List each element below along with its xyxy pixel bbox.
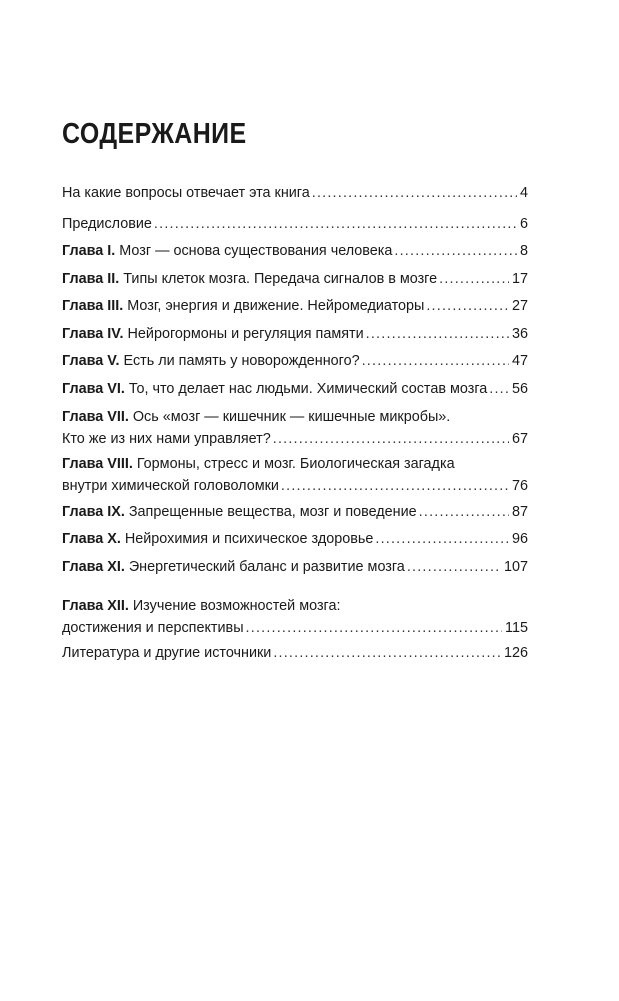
toc-label (62, 644, 271, 663)
dot-leader (273, 644, 501, 663)
page-number: 36 (511, 326, 528, 342)
page-number: 8 (519, 243, 528, 259)
toc-label (62, 380, 487, 399)
chapter-number: Глава II. (62, 271, 120, 287)
toc-label (62, 503, 417, 522)
dot-leader (312, 184, 517, 203)
toc-entry[interactable] (62, 325, 528, 344)
chapter-title: Типы клеток мозга. Передача сигналов в мозге (123, 271, 438, 287)
chapter-title: Нейрохимия и психическое здоровье (124, 531, 374, 547)
chapter-number: Глава V. (62, 353, 120, 369)
chapter-title: Ось «мозг — кишечник — кишечные микробы». (132, 409, 451, 425)
toc-line (62, 455, 528, 474)
page-number: 17 (511, 271, 528, 287)
toc-line (62, 325, 528, 344)
toc-line (62, 270, 528, 289)
page-number: 47 (511, 353, 528, 369)
chapter-number: Глава III. (62, 298, 124, 314)
toc-label (62, 215, 152, 234)
dot-leader (246, 619, 503, 638)
chapter-title: То, что делает нас людьми. Химический состав мозга (128, 381, 488, 397)
dot-leader (407, 558, 501, 577)
page-number: 107 (503, 559, 528, 575)
toc-entry[interactable] (62, 455, 528, 496)
chapter-number: Глава X. (62, 531, 121, 547)
toc-label (62, 408, 450, 427)
toc-label (62, 597, 340, 616)
toc-line (62, 242, 528, 261)
toc-line (62, 597, 528, 616)
chapter-number: Глава IX. (62, 504, 125, 520)
toc-label (62, 352, 360, 371)
chapter-title: внутри химической головоломки (62, 478, 279, 494)
toc-label (62, 530, 373, 549)
chapter-number: Глава I. (62, 243, 116, 259)
toc-line (62, 644, 528, 663)
page-number: 27 (511, 298, 528, 314)
chapter-number: Глава VII. (62, 409, 129, 425)
page-number: 76 (511, 478, 528, 494)
dot-leader (419, 503, 509, 522)
toc-entry[interactable] (62, 380, 528, 399)
toc-entry[interactable] (62, 270, 528, 289)
toc-line (62, 430, 528, 449)
chapter-title: Изучение возможностей мозга: (132, 598, 341, 614)
toc-entry[interactable] (62, 242, 528, 261)
toc-line (62, 408, 528, 427)
chapter-title: Кто же из них нами управляет? (62, 431, 271, 447)
page-number: 115 (505, 620, 528, 636)
page-title: СОДЕРЖАНИЕ (62, 118, 247, 150)
toc-line (62, 558, 528, 577)
chapter-number: Глава IV. (62, 326, 124, 342)
chapter-number: Глава VI. (62, 381, 125, 397)
chapter-title: Есть ли память у новорожденного? (123, 353, 360, 369)
page-number: 87 (511, 504, 528, 520)
toc-label (62, 270, 437, 289)
toc-line (62, 297, 528, 316)
toc-label (62, 430, 271, 449)
dot-leader (366, 325, 509, 344)
toc-entry[interactable] (62, 184, 528, 203)
chapter-title: Литература и другие источники (62, 645, 272, 661)
toc-line (62, 619, 528, 638)
chapter-title: Мозг — основа существования человека (119, 243, 393, 259)
toc-entry[interactable] (62, 597, 528, 638)
dot-leader (426, 297, 509, 316)
toc-label (62, 455, 455, 474)
toc-entry[interactable] (62, 215, 528, 234)
page-number: 67 (511, 431, 528, 447)
toc-line (62, 530, 528, 549)
toc-line (62, 477, 528, 496)
chapter-title: На какие вопросы отвечает эта книга (62, 185, 310, 201)
dot-leader (273, 430, 509, 449)
chapter-title: Предисловие (62, 216, 152, 232)
dot-leader (394, 242, 517, 261)
dot-leader (375, 530, 509, 549)
toc-entry[interactable] (62, 530, 528, 549)
chapter-number: Глава VIII. (62, 456, 133, 472)
page-number: 56 (511, 381, 528, 397)
chapter-title: достижения и перспективы (62, 620, 244, 636)
toc-line (62, 380, 528, 399)
toc-label (62, 619, 244, 638)
chapter-title: Запрещенные вещества, мозг и поведение (128, 504, 417, 520)
page-number: 126 (503, 645, 528, 661)
page-number: 4 (519, 185, 528, 201)
page-number: 96 (511, 531, 528, 547)
toc-entry[interactable] (62, 644, 528, 663)
toc-label (62, 477, 279, 496)
chapter-title: Гормоны, стресс и мозг. Биологическая загадка (136, 456, 455, 472)
chapter-number: Глава XII. (62, 598, 129, 614)
toc-label (62, 242, 392, 261)
dot-leader (281, 477, 509, 496)
toc-line (62, 215, 528, 234)
toc-label (62, 297, 424, 316)
chapter-title: Нейрогормоны и регуляция памяти (127, 326, 364, 342)
toc-entry[interactable] (62, 503, 528, 522)
toc-label (62, 325, 364, 344)
toc-line (62, 184, 528, 203)
dot-leader (362, 352, 509, 371)
dot-leader (489, 380, 509, 399)
page-number: 6 (519, 216, 528, 232)
dot-leader (439, 270, 509, 289)
toc-entry[interactable] (62, 352, 528, 371)
toc-label (62, 558, 405, 577)
toc-line (62, 352, 528, 371)
toc-entry[interactable] (62, 297, 528, 316)
toc-label (62, 184, 310, 203)
chapter-number: Глава XI. (62, 559, 125, 575)
toc-line (62, 503, 528, 522)
toc-entry[interactable] (62, 558, 528, 577)
dot-leader (154, 215, 517, 234)
toc-entry[interactable] (62, 408, 528, 449)
chapter-title: Мозг, энергия и движение. Нейромедиаторы (127, 298, 425, 314)
chapter-title: Энергетический баланс и развитие мозга (128, 559, 405, 575)
